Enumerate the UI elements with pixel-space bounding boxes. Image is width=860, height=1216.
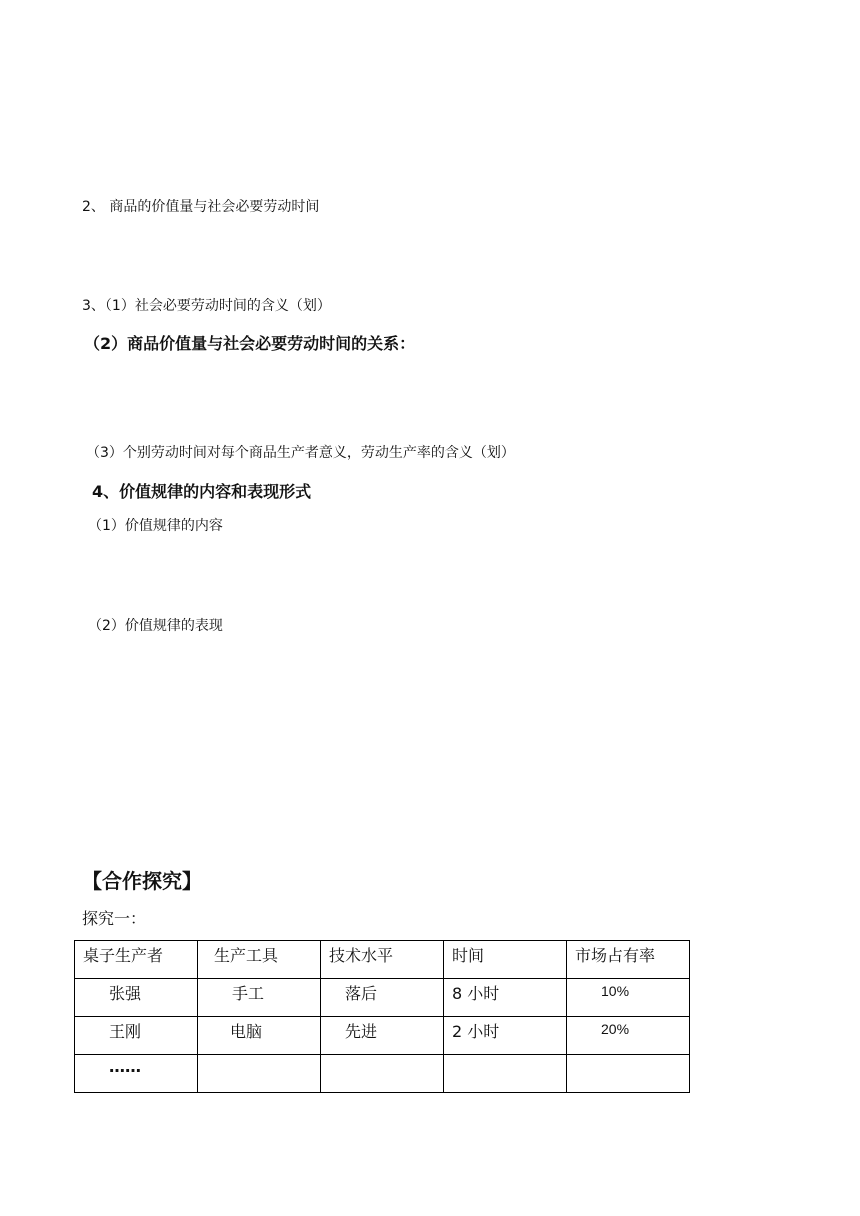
item-3-2: （2）商品价值量与社会必要劳动时间的关系： [84,334,416,353]
table-header-row [75,941,690,979]
table-row [75,1055,690,1093]
table-cell: 手工 [198,979,321,1017]
item-2: 2、 商品的价值量与社会必要劳动时间 [82,199,320,215]
item-4-2: （2）价值规律的表现 [88,618,223,634]
inquiry-label: 探究一： [82,909,147,928]
table-cell [198,1055,321,1093]
table-header-cell: 技术水平 [321,941,444,979]
table-cell: 先进 [321,1017,444,1055]
table-cell: …… [75,1055,198,1093]
item-3-1: 3、（1）社会必要劳动时间的含义（划） [82,298,331,314]
table-row [75,1017,690,1055]
table-cell: 电脑 [198,1017,321,1055]
table-cell: 2 小时 [444,1017,567,1055]
table-header-cell: 生产工具 [198,941,321,979]
item-4-1: （1）价值规律的内容 [88,518,223,534]
table-cell [567,1055,690,1093]
table-header-cell: 桌子生产者 [75,941,198,979]
producer-table [74,940,690,1093]
table-cell: 张强 [75,979,198,1017]
table-cell [444,1055,567,1093]
table-row [75,979,690,1017]
table-cell: 王刚 [75,1017,198,1055]
table-header-cell: 时间 [444,941,567,979]
item-4-heading: 4、价值规律的内容和表现形式 [92,482,312,501]
section-title: 【合作探究】 [82,869,202,893]
table-cell: 落后 [321,979,444,1017]
table-header-cell: 市场占有率 [567,941,690,979]
table-cell: 8 小时 [444,979,567,1017]
table-cell [321,1055,444,1093]
item-3-3: （3）个别劳动时间对每个商品生产者意义，劳动生产率的含义（划） [86,445,515,461]
table-cell: 20% [567,1017,690,1055]
table-cell: 10% [567,979,690,1017]
